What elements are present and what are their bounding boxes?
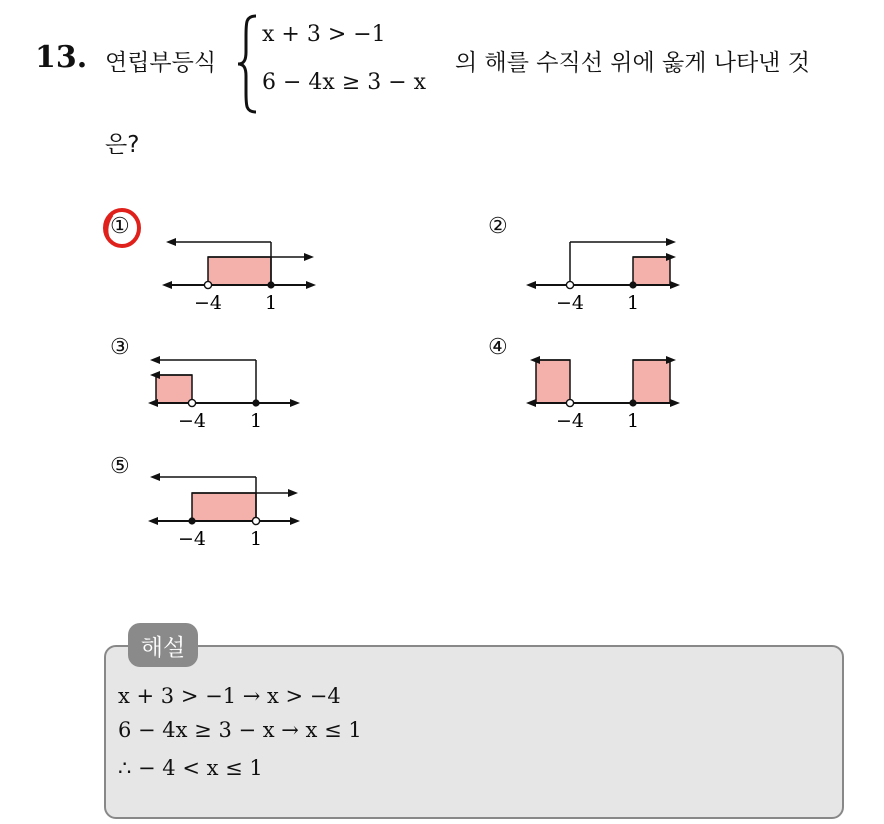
solution-tag: 해설 — [128, 623, 198, 667]
option-3-number-line[interactable] — [140, 348, 320, 438]
option-3-tick-neg4: −4 — [177, 410, 207, 432]
option-5-label[interactable]: ⑤ — [110, 454, 130, 479]
option-5-tick-neg4: −4 — [177, 528, 207, 550]
option-5-number-line[interactable] — [140, 467, 320, 557]
option-1-label[interactable]: ① — [110, 214, 130, 239]
inequality-2: 6 − 4x ≥ 3 − x — [262, 70, 427, 95]
question-lead-text: 연립부등식 — [105, 50, 217, 76]
option-1-tick-neg4: −4 — [193, 292, 223, 314]
option-4-number-line[interactable] — [520, 348, 700, 438]
question-end-text: 은? — [105, 132, 140, 158]
inequality-1: x + 3 > −1 — [262, 22, 386, 47]
solution-line-1: x + 3 > −1 → x > −4 — [118, 684, 341, 708]
option-4-tick-neg4: −4 — [555, 410, 585, 432]
option-4-tick-1: 1 — [626, 410, 640, 432]
system-brace — [236, 12, 260, 116]
option-4-label[interactable]: ④ — [488, 335, 508, 360]
option-2-label[interactable]: ② — [488, 214, 508, 239]
option-1-number-line[interactable] — [150, 230, 330, 320]
solution-line-3: ∴ − 4 < x ≤ 1 — [118, 756, 263, 780]
option-5-tick-1: 1 — [249, 528, 263, 550]
option-2-number-line[interactable] — [520, 230, 700, 320]
question-rest-text: 의 해를 수직선 위에 옳게 나타낸 것 — [455, 50, 810, 76]
option-3-label[interactable]: ③ — [110, 335, 130, 360]
option-3-tick-1: 1 — [249, 410, 263, 432]
solution-line-2: 6 − 4x ≥ 3 − x → x ≤ 1 — [118, 718, 362, 742]
option-2-tick-neg4: −4 — [555, 292, 585, 314]
question-number: 13. — [35, 40, 88, 75]
option-1-tick-1: 1 — [264, 292, 278, 314]
option-2-tick-1: 1 — [626, 292, 640, 314]
